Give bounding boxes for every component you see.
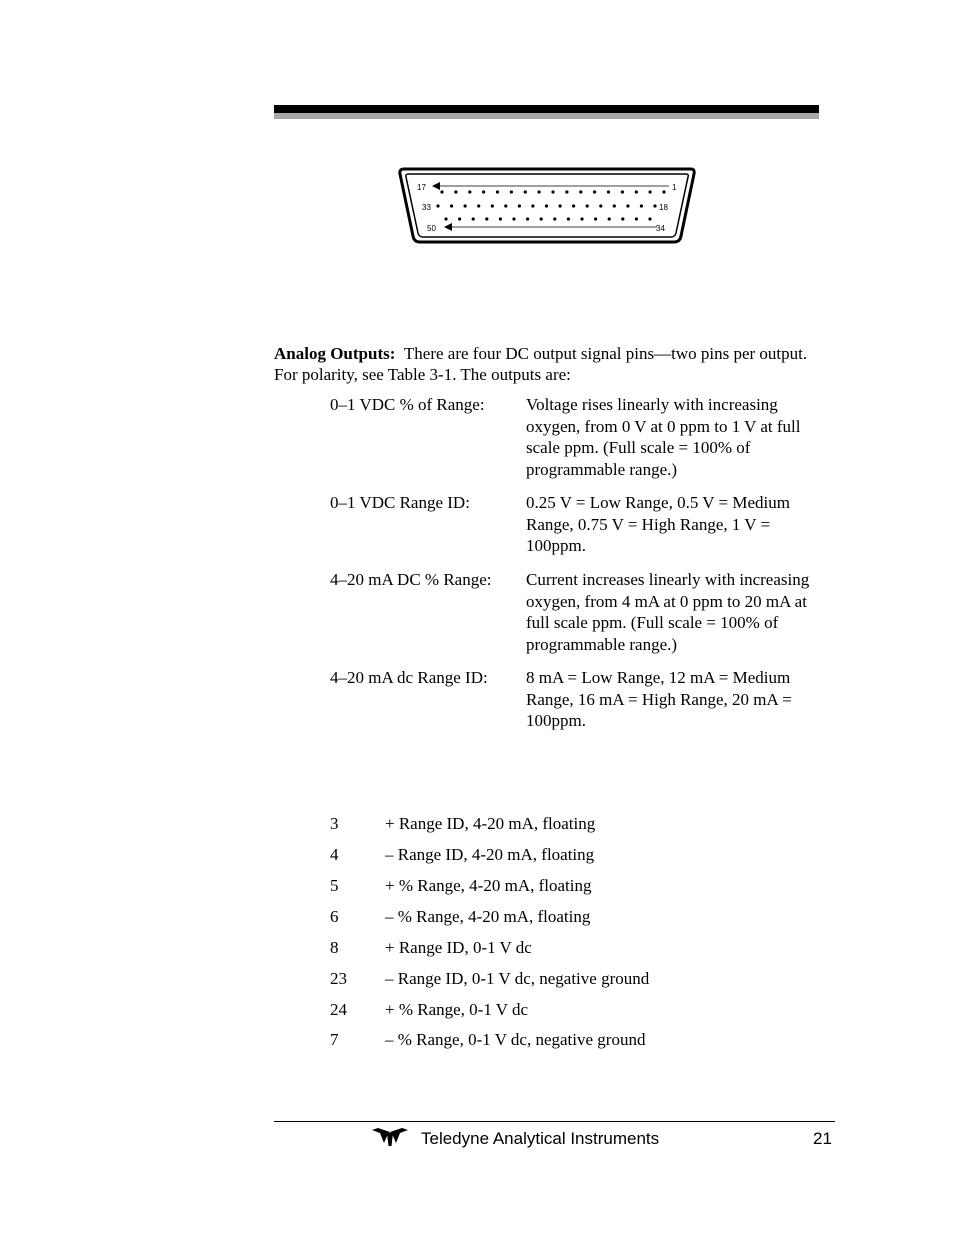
definition-description: 0.25 V = Low Range, 0.5 V = Medium Range, 0.75 V = High Range, 1 V = 100ppm. [526,493,790,555]
pin-number: 8 [330,938,339,957]
connector-pin [440,190,443,193]
connector-pin [436,204,439,207]
pin-description: + Range ID, 4-20 mA, floating [385,814,596,833]
teledyne-logo-icon [372,1127,408,1147]
connector-pin [512,217,515,220]
pin-label-50: 50 [427,224,436,233]
pin-number: 7 [330,1030,339,1049]
pin-number: 23 [330,969,347,988]
connector-pin [648,217,651,220]
connector-pin [450,204,453,207]
connector-pin [472,217,475,220]
pin-label-18: 18 [659,203,668,212]
definition-term: 0–1 VDC Range ID: [330,493,470,512]
connector-pin [565,190,568,193]
pin-number: 24 [330,1000,347,1019]
connector-pin [635,190,638,193]
connector-pin [524,190,527,193]
connector-pin [559,204,562,207]
connector-pin [526,217,529,220]
pin-label-17: 17 [417,183,426,192]
connector-pin [464,204,467,207]
connector-pin [551,190,554,193]
definition-term: 4–20 mA DC % Range: [330,570,492,589]
connector-pin [586,204,589,207]
definition-term: 4–20 mA dc Range ID: [330,668,488,687]
connector-pin [662,190,665,193]
footer-company-name: Teledyne Analytical Instruments [421,1129,660,1148]
header-rule-gray [274,113,819,119]
connector-pin [621,190,624,193]
connector-pin [499,217,502,220]
connector-pin [518,204,521,207]
connector-pin [579,190,582,193]
connector-pin [482,190,485,193]
pin-description: – Range ID, 0-1 V dc, negative ground [385,969,650,988]
connector-pin [538,190,541,193]
connector-pin [594,217,597,220]
connector-pin [444,217,447,220]
connector-pin [621,217,624,220]
connector-pin [626,204,629,207]
connector-pin [613,204,616,207]
analog-outputs-heading: Analog Outputs: [274,344,396,363]
pin-description: – Range ID, 4-20 mA, floating [385,845,595,864]
connector-pin [531,204,534,207]
definition-description: Current increases linearly with increasing oxygen, from 4 mA at 0 ppm to 20 mA at full scale ppm. (Full scale = 100% of programmable range.) [526,570,810,654]
connector-pin [468,190,471,193]
pin-number: 5 [330,876,339,895]
connector-pin [649,190,652,193]
connector-pin [454,190,457,193]
connector-diagram [398,166,696,246]
analog-outputs-text: There are four DC output signal pins—two pins per output. For polarity, see Table 3-1. The outputs are: [274,344,808,384]
connector-pin [491,204,494,207]
connector-pin [572,204,575,207]
connector-pin [485,217,488,220]
connector-pin [608,217,611,220]
pin-number: 4 [330,845,339,864]
pin-description: + % Range, 0-1 V dc [385,1000,529,1019]
connector-pin [653,204,656,207]
pin-description: – % Range, 0-1 V dc, negative ground [385,1030,646,1049]
definition-description: Voltage rises linearly with increasing oxygen, from 0 V at 0 ppm to 1 V at full scale ppm. (Full scale = 100% of programmable range.) [526,395,801,479]
analog-outputs-paragraph [274,343,822,385]
connector-pin [599,204,602,207]
header-rule-black [274,105,819,113]
footer-rule [274,1121,835,1122]
connector-pin [635,217,638,220]
pin-label-1: 1 [672,183,677,192]
connector-pin [640,204,643,207]
connector-pin [477,204,480,207]
pin-description: – % Range, 4-20 mA, floating [385,907,591,926]
page-number: 21 [813,1129,832,1148]
pin-description: + Range ID, 0-1 V dc [385,938,532,957]
connector-pin [553,217,556,220]
definition-description: 8 mA = Low Range, 12 mA = Medium Range, 16 mA = High Range, 20 mA = 100ppm. [526,668,792,730]
pin-number: 3 [330,814,339,833]
connector-pin [580,217,583,220]
connector-pin [510,190,513,193]
connector-pin [504,204,507,207]
pin-label-34: 34 [656,224,665,233]
pin-label-33: 33 [422,203,431,212]
connector-pin [567,217,570,220]
connector-pin [496,190,499,193]
connector-pin [593,190,596,193]
connector-pin [545,204,548,207]
pin-description: + % Range, 4-20 mA, floating [385,876,592,895]
connector-pin [607,190,610,193]
connector-pin [540,217,543,220]
pin-number: 6 [330,907,339,926]
definition-term: 0–1 VDC % of Range: [330,395,485,414]
connector-pin [458,217,461,220]
